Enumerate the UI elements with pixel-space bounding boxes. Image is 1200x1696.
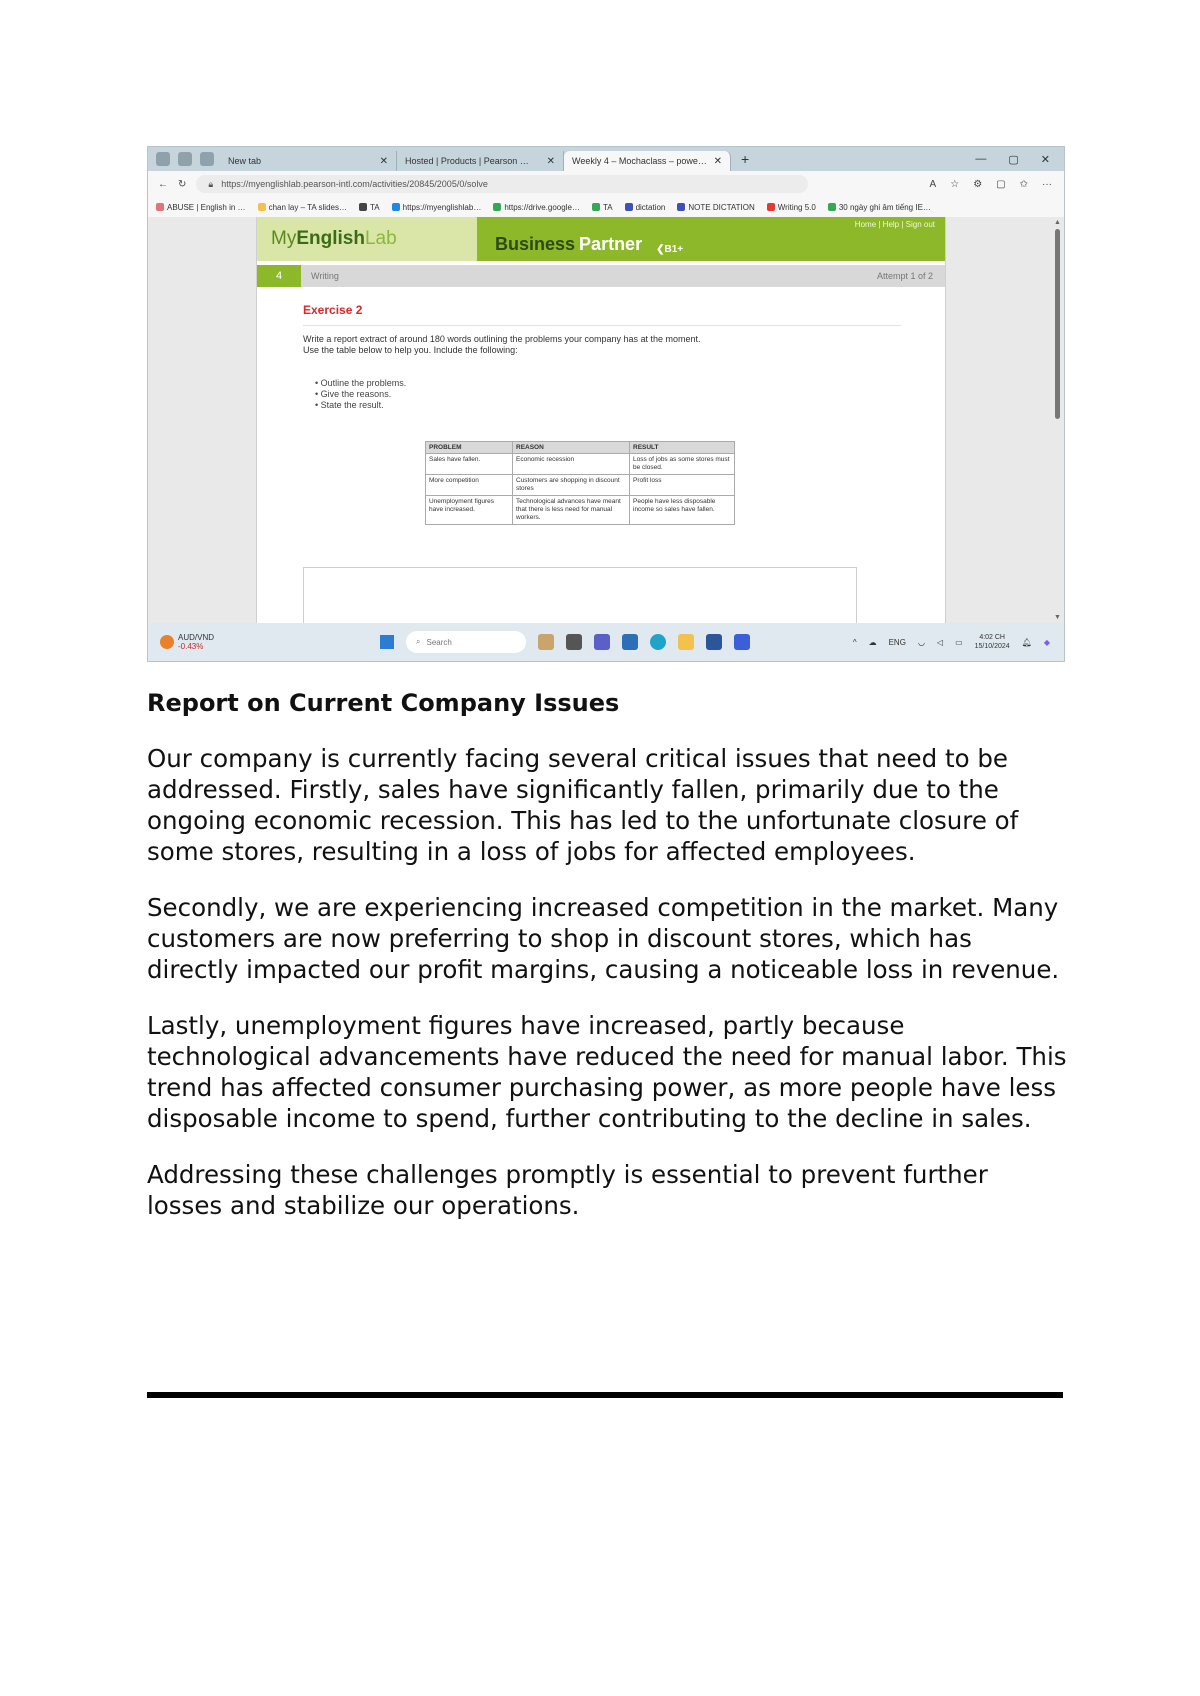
unit-bar [257, 265, 945, 287]
toolbar-icons [930, 179, 1064, 190]
tab-actions-icon[interactable] [200, 152, 214, 166]
bookmark[interactable]: TA [592, 203, 613, 212]
bookmark[interactable]: 30 ngày ghi âm tiếng IE… [828, 203, 931, 212]
windows-taskbar [148, 623, 1064, 661]
essay-paragraph: Addressing these challenges promptly is essential to prevent further losses and stabilize our operations. [147, 1160, 988, 1220]
exercise-title: Exercise 2 [303, 303, 363, 317]
cloud-icon[interactable]: ☁ [868, 637, 877, 647]
top-links[interactable]: Home | Help | Sign out [854, 220, 935, 229]
edge-icon[interactable] [650, 634, 666, 650]
language-indicator[interactable]: ENG [888, 637, 906, 647]
browser-content [148, 217, 1064, 623]
favorites-icon[interactable]: ✩ [1019, 178, 1028, 190]
bookmark[interactable]: dictation [625, 203, 666, 212]
level-badge: ❮B1+ [656, 244, 684, 255]
table-row [426, 475, 735, 496]
refresh-icon[interactable]: ↻ [178, 178, 187, 190]
url-field[interactable] [196, 175, 808, 193]
tab-label: Hosted | Products | Pearson … [405, 156, 529, 166]
mel-header [257, 217, 945, 261]
system-tray [853, 633, 1064, 651]
tab-label: Weekly 4 – Mochaclass – powe… [572, 156, 707, 166]
wifi-icon[interactable]: ◡ [917, 637, 925, 647]
close-tab-icon[interactable]: ✕ [546, 155, 555, 167]
word-icon[interactable] [706, 634, 722, 650]
tab-label: New tab [228, 156, 262, 166]
close-tab-icon[interactable]: ✕ [713, 155, 722, 167]
scroll-thumb[interactable] [1055, 229, 1060, 419]
notification-bell-icon[interactable]: 🔔︎ [1021, 637, 1032, 647]
favorite-star-icon[interactable]: ☆ [950, 178, 960, 190]
browser-tab-active[interactable] [564, 151, 731, 171]
essay-title: Report on Current Company Issues [147, 689, 620, 717]
bullet-item: • Outline the problems. [315, 378, 407, 388]
horizontal-rule [147, 1392, 1063, 1398]
browser-tab[interactable] [397, 151, 564, 171]
maximize-icon[interactable]: ▢ [1008, 153, 1019, 166]
stock-change: -0.43% [178, 642, 204, 651]
page-scrollbar[interactable] [1052, 219, 1062, 621]
table-cell: Sales have fallen. [426, 454, 513, 475]
bookmark[interactable]: https://myenglishlab… [392, 203, 482, 212]
battery-icon[interactable]: ▭ [955, 637, 963, 647]
column-header: RESULT [630, 442, 735, 454]
bookmark[interactable]: https://drive.google… [493, 203, 580, 212]
answer-textarea[interactable] [303, 567, 857, 629]
stock-icon [160, 635, 174, 649]
table-header-row [426, 442, 735, 454]
chevron-up-icon[interactable]: ^ [852, 637, 857, 647]
widget-icon[interactable] [538, 634, 554, 650]
split-screen-icon[interactable]: ▢ [996, 178, 1006, 190]
copilot-icon[interactable]: ◆ [1043, 637, 1050, 647]
new-tab-icon[interactable]: + [741, 151, 750, 167]
attempt-counter: Attempt 1 of 2 [876, 271, 933, 281]
column-header: PROBLEM [426, 442, 513, 454]
table-cell: People have less disposable income so sales have fallen. [630, 496, 735, 525]
stock-name: AUD/VND [178, 633, 215, 642]
table-cell: Customers are shopping in discount stores [513, 475, 630, 496]
bookmark[interactable]: chan lay – TA slides… [258, 203, 347, 212]
unit-label: Writing [311, 271, 339, 281]
window-controls [975, 153, 1064, 166]
volume-icon[interactable]: ◁ [936, 637, 944, 647]
table-cell: Unemployment figures have increased. [426, 496, 513, 525]
taskbar-apps [380, 631, 750, 653]
taskbar-search[interactable]: ⌕ Search [406, 631, 526, 653]
bullet-item: • State the result. [315, 400, 384, 410]
table-cell: More competition [426, 475, 513, 496]
scroll-down-icon[interactable]: ▼ [1054, 614, 1061, 621]
teams-icon[interactable] [594, 634, 610, 650]
embedded-screenshot [147, 146, 1065, 662]
workspaces-icon[interactable] [178, 152, 192, 166]
course-title: Business Partner [495, 234, 643, 254]
exercise-table [425, 441, 735, 525]
profile-icon[interactable] [156, 152, 170, 166]
essay-paragraph: Secondly, we are experiencing increased competition in the market. Many customers are now preferring to shop in discount stores, which has directly impacted our profit margins, causing a noticeable loss in revenue. [147, 893, 1060, 984]
chevron-left-icon: ❮ [656, 244, 665, 255]
table-cell: Technological advances have meant that there is less need for manual workers. [513, 496, 630, 525]
file-explorer-icon[interactable] [678, 634, 694, 650]
back-icon[interactable]: ← [158, 178, 168, 190]
essay [147, 688, 1067, 1221]
divider [303, 325, 901, 326]
clock[interactable]: 4:02 CH 15/10/2024 [974, 634, 1010, 650]
task-view-icon[interactable] [566, 634, 582, 650]
address-bar-row [148, 171, 1064, 197]
bookmark[interactable]: Writing 5.0 [767, 203, 816, 212]
more-icon[interactable]: ··· [1042, 178, 1052, 190]
unit-number: 4 [257, 265, 301, 287]
close-tab-icon[interactable]: ✕ [379, 155, 388, 167]
exercise-bullets [315, 378, 945, 411]
close-window-icon[interactable]: ✕ [1040, 153, 1050, 166]
bullet-item: • Give the reasons. [315, 389, 392, 399]
app-icon[interactable] [734, 634, 750, 650]
table-row [426, 496, 735, 525]
read-aloud-icon[interactable]: A [929, 178, 937, 190]
scroll-up-icon[interactable]: ▲ [1054, 219, 1061, 226]
essay-paragraph: Our company is currently facing several critical issues that need to be addressed. Firstly, sales have significantly fallen, primarily due to the ongoing economic recession. This has led to the unfortunate closure of some stores, resulting in a loss of jobs for affected employees. [147, 744, 1019, 866]
table-cell: Profit loss [630, 475, 735, 496]
stock-widget[interactable] [160, 633, 360, 651]
table-row [426, 454, 735, 475]
myenglishlab-page [256, 217, 946, 623]
bookmarks-bar [148, 197, 1064, 218]
store-icon[interactable] [622, 634, 638, 650]
minimize-icon[interactable]: — [975, 152, 987, 165]
myenglishlab-logo[interactable]: My English Lab [257, 217, 477, 261]
table-cell: Economic recession [513, 454, 630, 475]
extensions-icon[interactable]: ⚙ [973, 178, 983, 190]
browser-tab-bar [148, 147, 1064, 171]
course-brand [477, 217, 945, 261]
column-header: REASON [513, 442, 630, 454]
table-cell: Loss of jobs as some stores must be closed. [630, 454, 735, 475]
bookmark[interactable]: NOTE DICTATION [677, 203, 754, 212]
lock-icon: 🔒︎ [208, 178, 214, 189]
exercise-instructions: Write a report extract of around 180 words outlining the problems your company has at the moment. Use the table below to help you. Include the following: [303, 334, 701, 355]
search-icon: ⌕ [416, 637, 421, 646]
bookmark[interactable]: ABUSE | English in … [156, 203, 246, 212]
bookmark[interactable]: TA [359, 203, 380, 212]
essay-paragraph: Lastly, unemployment figures have increased, partly because technological advancements have reduced the need for manual labor. This trend has affected consumer purchasing power, as more people have less disposable income to spend, further contributing to the decline in sales. [147, 1011, 1067, 1133]
browser-tab[interactable] [220, 151, 397, 171]
url-text: https://myenglishlab.pearson-intl.com/activities/20845/2005/0/solve [221, 179, 488, 189]
windows-start-icon[interactable] [380, 635, 394, 649]
